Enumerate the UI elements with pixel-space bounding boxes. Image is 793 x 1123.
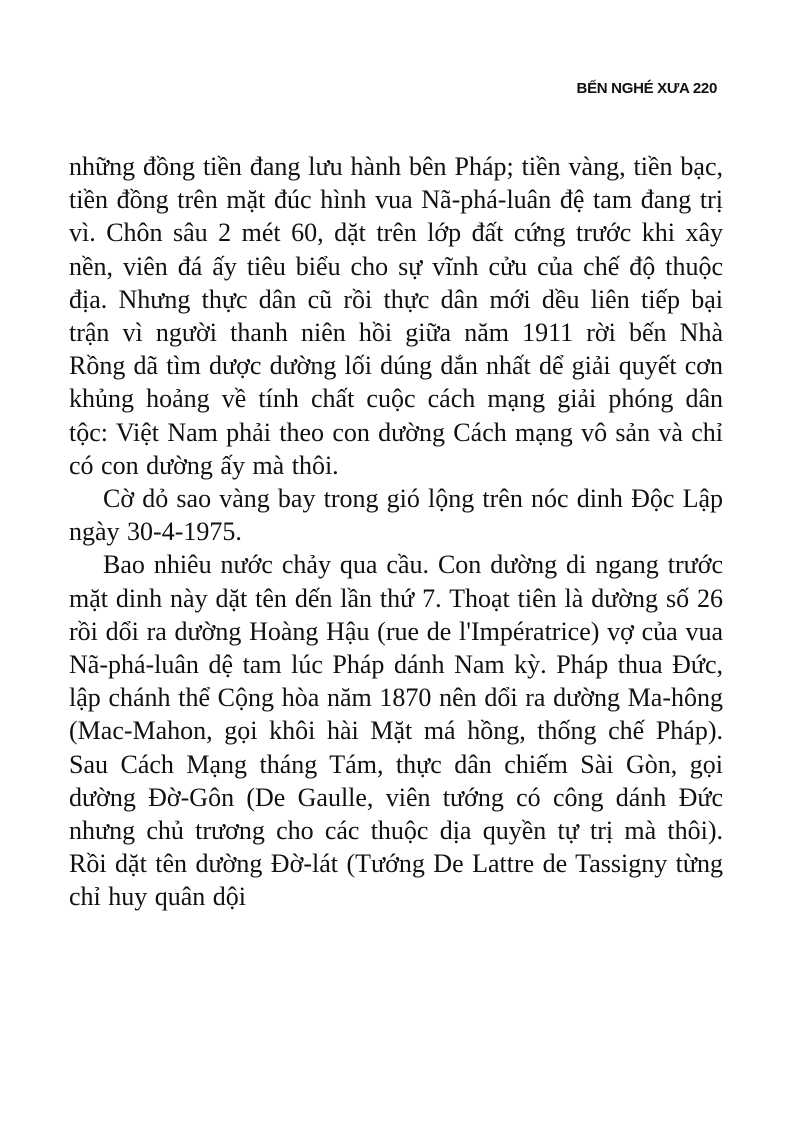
body-text xyxy=(69,150,723,914)
paragraph-street-names: Bao nhiêu nước chảy qua cầu. Con dường di ngang trước mặt dinh này dặt tên dến lần thứ 7. Thoạt tiên là dường số 26 rồi dổi ra dường Hoàng Hậu (rue de l'Impératrice) vợ của vua Nã-phá-luân dệ tam lúc Pháp dánh Nam kỳ. Pháp thua Đức, lập chánh thể Cộng hòa năm 1870 nên dổi ra dường Ma-hông (Mac-Mahon, gọi khôi hài Mặt má hồng, thống chế Pháp). Sau Cách Mạng tháng Tám, thực dân chiếm Sài Gòn, gọi dường Đờ-Gôn (De Gaulle, viên tướng có công dánh Đức nhưng chủ trương cho các thuộc dịa quyền tự trị mà thôi). Rồi dặt tên dường Đờ-lát (Tướng De Lattre de Tassigny từng chỉ huy quân dội xyxy=(69,550,723,912)
paragraph-flag: Cờ dỏ sao vàng bay trong gió lộng trên nóc dinh Độc Lập ngày 30-4-1975. xyxy=(69,484,723,547)
paragraph-continuation: những đồng tiền đang lưu hành bên Pháp; tiền vàng, tiền bạc, tiền đồng trên mặt đúc hình vua Nã-phá-luân đệ tam đang trị vì. Chôn sâu 2 mét 60, dặt trên lớp đất cứng trước khi xây nền, viên đá ấy tiêu biểu cho sự vĩnh cửu của chế độ thuộc địa. Nhưng thực dân cũ rồi thực dân mới dều liên tiếp bại trận vì người thanh niên hồi giữa năm 1911 rời bến Nhà Rồng dã tìm dược dường lối dúng dắn nhất dể giải quyết cơn khủng hoảng về tính chất cuộc cách mạng giải phóng dân tộc: Việt Nam phải theo con dường Cách mạng vô sản và chỉ có con dường ấy mà thôi. xyxy=(69,152,723,480)
running-header: BẾN NGHÉ XƯA 220 xyxy=(576,80,717,97)
